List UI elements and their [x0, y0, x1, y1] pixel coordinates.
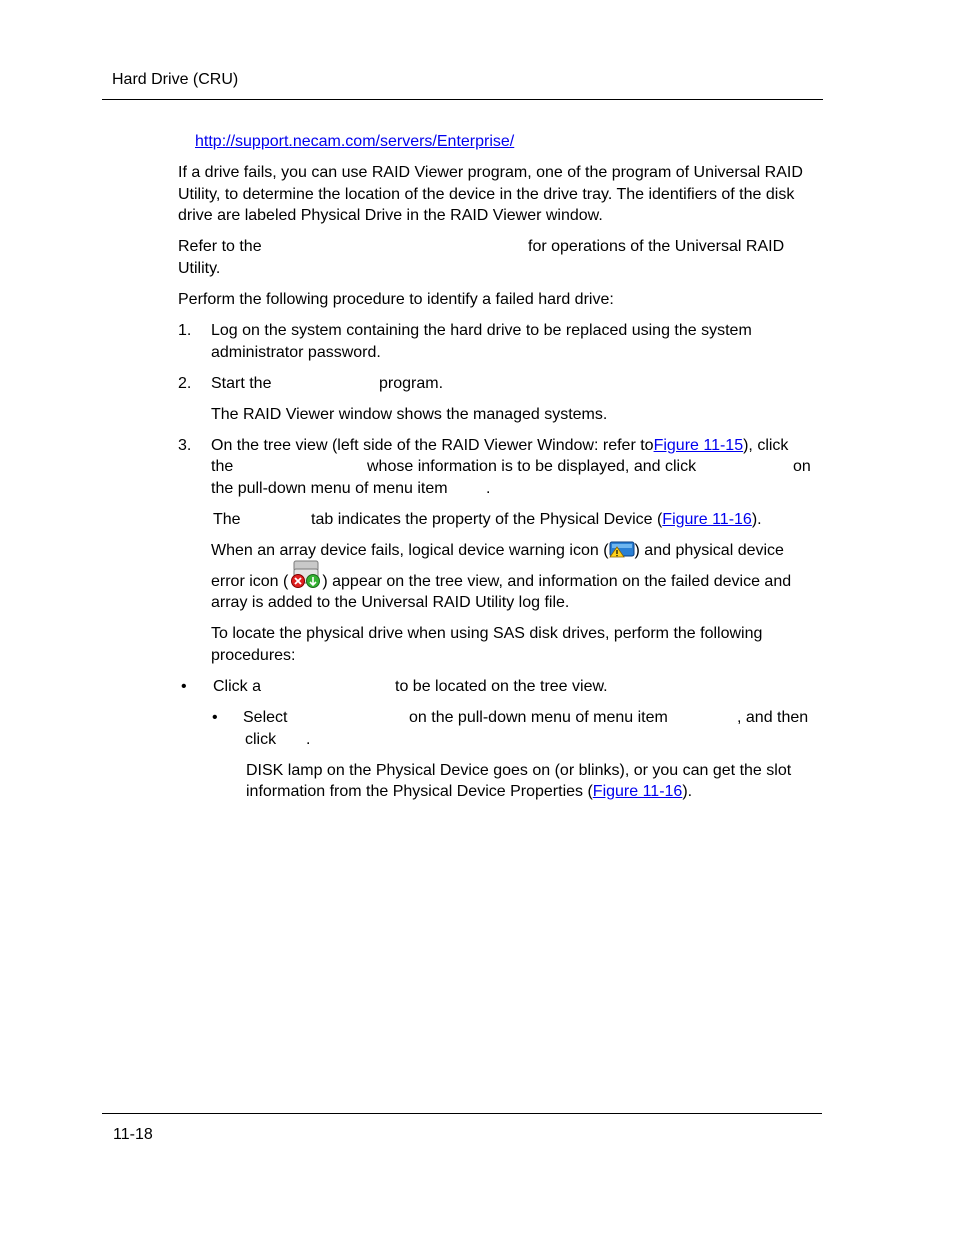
warning-line-1-b: ) and physical device — [634, 542, 784, 559]
step-2-number: 2. — [178, 375, 192, 392]
bullet-2-mark: • — [212, 709, 218, 726]
step-3-line-2-a: the — [211, 458, 234, 475]
warning-line-1-a: When an array device fails, logical device warning icon ( — [211, 542, 609, 559]
warning-line-3: array is added to the Universal RAID Utility log file. — [211, 594, 570, 611]
logical-device-warning-icon — [609, 540, 635, 558]
page-number: 11-18 — [113, 1126, 153, 1143]
step-3-line-3-a: the pull-down menu of menu item — [211, 480, 448, 497]
step-2-text-2: program. — [379, 375, 444, 392]
warning-line-2 — [211, 571, 791, 592]
refer-text-1: Refer to the — [178, 238, 262, 255]
step-3-line-1-text-a: On the tree view (left side of the RAID Viewer Window: refer to — [211, 437, 654, 454]
footer-rule — [102, 1113, 822, 1114]
warning-line-1 — [211, 540, 784, 561]
figure-11-16-link-2[interactable]: Figure 11-16 — [592, 783, 683, 800]
procedure-intro: Perform the following procedure to identify a failed hard drive: — [178, 291, 614, 308]
locate-line-1: To locate the physical drive when using SAS disk drives, perform the following — [211, 625, 763, 642]
locate-line-2: procedures: — [211, 647, 296, 664]
bullet-2-text-3: , and then — [737, 709, 809, 726]
step-3-line-2-c: on — [793, 458, 811, 475]
tab-note-text-3: ). — [751, 511, 762, 528]
physical-device-error-icon — [288, 560, 322, 590]
refer-text-2: for operations of the Universal RAID — [528, 238, 785, 255]
step-3-number: 3. — [178, 437, 192, 454]
step-3-line-2-b: whose information is to be displayed, and click — [367, 458, 697, 475]
bullet-2-line-2-a: click — [245, 731, 277, 748]
step-2-note: The RAID Viewer window shows the managed systems. — [211, 406, 608, 423]
disk-note-line-2-b: ). — [682, 783, 693, 800]
warning-line-2-a: error icon ( — [211, 573, 289, 590]
step-1-number: 1. — [178, 322, 192, 339]
disk-note-line-2-a: information from the Physical Device Properties ( — [246, 783, 593, 800]
figure-11-16-link[interactable]: Figure 11-16 — [662, 511, 752, 528]
step-3-line-3-b: . — [486, 480, 491, 497]
step-1-line-1: Log on the system containing the hard drive to be replaced using the system — [211, 322, 752, 339]
bullet-1-text-1: Click a — [213, 678, 262, 695]
support-url-link[interactable]: http://support.necam.com/servers/Enterprise/ — [195, 133, 515, 150]
warning-line-2-b: ) appear on the tree view, and information on the failed device and — [322, 573, 792, 590]
tab-note-text-2 — [311, 509, 762, 530]
header-rule — [102, 99, 823, 100]
refer-line-2: Utility. — [178, 260, 221, 277]
tab-note-text-2a: tab indicates the property of the Physical Device ( — [311, 511, 663, 528]
page-header-title: Hard Drive (CRU) — [112, 71, 239, 88]
bullet-1-mark: • — [181, 678, 187, 695]
bullet-2-line-2-b: . — [306, 731, 311, 748]
bullet-2-text-2: on the pull-down menu of menu item — [409, 709, 668, 726]
disk-note-line-1: DISK lamp on the Physical Device goes on (or blinks), or you can get the slot — [246, 762, 792, 779]
bullet-1-text-2: to be located on the tree view. — [395, 678, 608, 695]
intro-line-3: drive are labeled Physical Drive in the RAID Viewer window. — [178, 207, 603, 224]
figure-11-15-link[interactable]: Figure 11-15 — [653, 437, 744, 454]
intro-line-1: If a drive fails, you can use RAID Viewer program, one of the program of Universal RAID — [178, 164, 803, 181]
disk-note-line-2 — [246, 781, 692, 802]
step-3-line-1 — [211, 435, 788, 456]
tab-note-text-1: The — [213, 511, 241, 528]
bullet-2-text-1: Select — [243, 709, 288, 726]
step-2-text-1: Start the — [211, 375, 272, 392]
step-3-line-1-text-b: ), click — [743, 437, 789, 454]
intro-line-2: Utility, to determine the location of the device in the drive tray. The identifiers of the disk — [178, 186, 795, 203]
step-1-line-2: administrator password. — [211, 344, 381, 361]
